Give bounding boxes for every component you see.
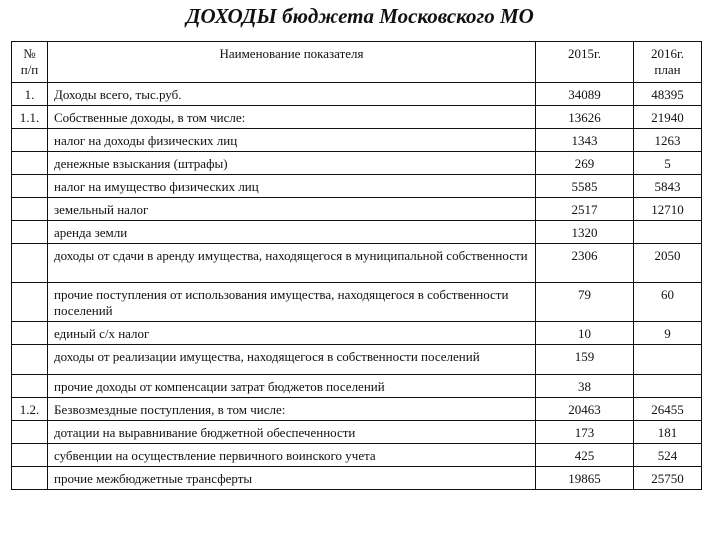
- row-name: Доходы всего, тыс.руб.: [48, 83, 536, 106]
- table-row: [12, 221, 702, 244]
- value-2015: 10: [536, 322, 634, 345]
- header-num: № п/п: [12, 42, 48, 83]
- row-number: [12, 152, 48, 175]
- table-row: [12, 106, 702, 129]
- header-2015: 2015г.: [536, 42, 634, 83]
- row-number: [12, 322, 48, 345]
- table-row: [12, 444, 702, 467]
- table-row: [12, 175, 702, 198]
- row-name: прочие межбюджетные трансферты: [48, 467, 536, 490]
- row-number: [12, 221, 48, 244]
- row-name: субвенции на осуществление первичного воинского учета: [48, 444, 536, 467]
- row-name: прочие доходы от компенсации затрат бюджетов поселений: [48, 375, 536, 398]
- value-2015: 5585: [536, 175, 634, 198]
- row-name: доходы от реализации имущества, находящегося в собственности поселений: [48, 345, 536, 375]
- row-number: [12, 375, 48, 398]
- row-number: [12, 444, 48, 467]
- value-2016: 26455: [634, 398, 702, 421]
- table-row: [12, 244, 702, 283]
- header-name: Наименование показателя: [48, 42, 536, 83]
- value-2015: 34089: [536, 83, 634, 106]
- value-2016: 181: [634, 421, 702, 444]
- value-2015: 425: [536, 444, 634, 467]
- value-2015: 20463: [536, 398, 634, 421]
- value-2015: 173: [536, 421, 634, 444]
- value-2016: [634, 375, 702, 398]
- table-row: [12, 198, 702, 221]
- table-row: [12, 83, 702, 106]
- row-number: [12, 198, 48, 221]
- row-number: [12, 244, 48, 283]
- row-name: налог на доходы физических лиц: [48, 129, 536, 152]
- row-name: налог на имущество физических лиц: [48, 175, 536, 198]
- value-2016: 9: [634, 322, 702, 345]
- row-name: Собственные доходы, в том числе:: [48, 106, 536, 129]
- value-2015: 159: [536, 345, 634, 375]
- row-number: 1.: [12, 83, 48, 106]
- value-2015: 269: [536, 152, 634, 175]
- value-2016: 2050: [634, 244, 702, 283]
- row-number: [12, 129, 48, 152]
- value-2016: [634, 221, 702, 244]
- row-number: [12, 345, 48, 375]
- row-number: [12, 467, 48, 490]
- table-row: [12, 152, 702, 175]
- table-row: [12, 283, 702, 322]
- row-number: [12, 175, 48, 198]
- row-number: 1.1.: [12, 106, 48, 129]
- row-name: аренда земли: [48, 221, 536, 244]
- table-row: [12, 345, 702, 375]
- value-2016: 25750: [634, 467, 702, 490]
- value-2016: 5843: [634, 175, 702, 198]
- row-name: земельный налог: [48, 198, 536, 221]
- value-2016: 1263: [634, 129, 702, 152]
- value-2016: 12710: [634, 198, 702, 221]
- row-name: денежные взыскания (штрафы): [48, 152, 536, 175]
- value-2015: 1320: [536, 221, 634, 244]
- table-row: [12, 375, 702, 398]
- value-2015: 2517: [536, 198, 634, 221]
- row-name: Безвозмездные поступления, в том числе:: [48, 398, 536, 421]
- table-row: [12, 129, 702, 152]
- value-2016: 48395: [634, 83, 702, 106]
- row-number: 1.2.: [12, 398, 48, 421]
- value-2015: 38: [536, 375, 634, 398]
- table-header-row: [12, 42, 702, 83]
- value-2016: 21940: [634, 106, 702, 129]
- table-row: [12, 322, 702, 345]
- value-2016: [634, 345, 702, 375]
- table-row: [12, 467, 702, 490]
- row-name: прочие поступления от использования имущества, находящегося в собственности поселений: [48, 283, 536, 322]
- row-number: [12, 421, 48, 444]
- row-number: [12, 283, 48, 322]
- value-2015: 13626: [536, 106, 634, 129]
- table-row: [12, 398, 702, 421]
- value-2015: 1343: [536, 129, 634, 152]
- row-name: дотации на выравнивание бюджетной обеспеченности: [48, 421, 536, 444]
- value-2015: 19865: [536, 467, 634, 490]
- value-2016: 524: [634, 444, 702, 467]
- row-name: доходы от сдачи в аренду имущества, находящегося в муниципальной собственности: [48, 244, 536, 283]
- value-2015: 2306: [536, 244, 634, 283]
- table-row: [12, 421, 702, 444]
- value-2016: 5: [634, 152, 702, 175]
- page-title: ДОХОДЫ бюджета Московского МО: [186, 4, 534, 28]
- value-2016: 60: [634, 283, 702, 322]
- value-2015: 79: [536, 283, 634, 322]
- row-name: единый с/х налог: [48, 322, 536, 345]
- header-2016: 2016г. план: [634, 42, 702, 83]
- income-table: [11, 41, 702, 490]
